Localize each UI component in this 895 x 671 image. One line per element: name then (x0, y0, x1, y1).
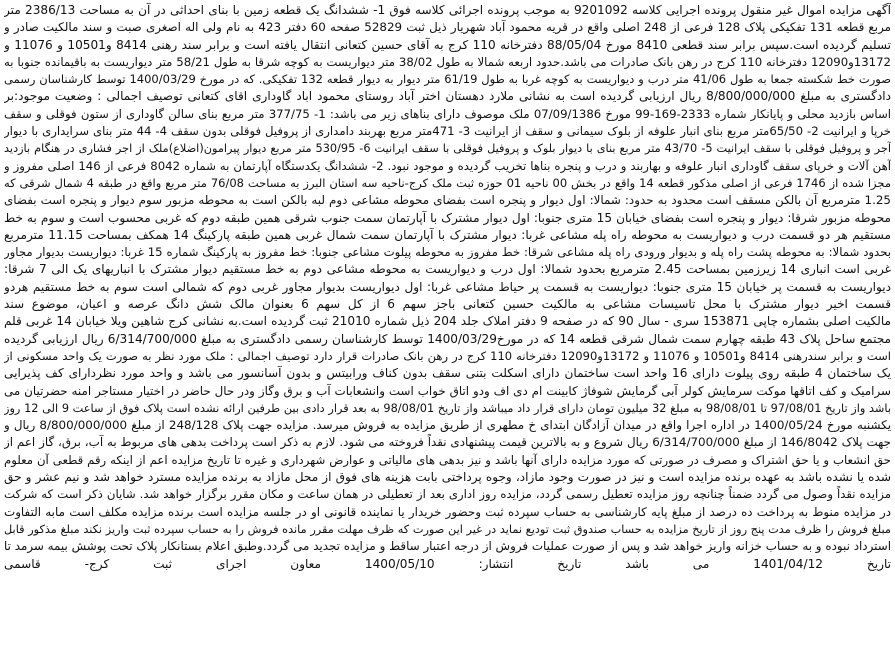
notice-line-24: باشد واز تاریخ 97/08/01 تا 98/08/01 به مبلغ 32 میلیون تومان دارای قرار داد میباشد واز تاریخ 98/08/01 به بعد قرار دادی بین طرفین ارائه نشده است پلاک فوق از ساعت 9 الی 12 روز (4, 401, 891, 415)
notice-line-17: دیواریست به قسمت پر خیابان 15 متری جنوبا: دیواریست به قسمت پر حیاط مشاعی غربا: اول دیواریست بدیوار مجاور غربی دوم که شمالی است سوم به خط مستقیم هردو (4, 279, 891, 294)
notice-line-16: غربی است انباری 14 زیرزمین بمساحت 2.45 مترمربع بحدود شمالا: اول درب و دیواریست به محوطه مشاعی دوم به خط مستقیم دیوار مشترک با انباریهای یک الی 7 شرقا: (4, 262, 891, 277)
notice-line-12: 1.25 مترمربع آن بالکن مسقف است محدود به حدود: شمالا: اول دیوار و پنجره است بفضای محوطه مشاعی دوم لبه بالکن است به محوطه مزبور سوم دیوار و پنجره است بفضای (4, 193, 891, 208)
notice-line-3: تسلیم گردیده است.سپس برابر سند قطعی 8410 مورخ 88/05/04 دفترخانه 110 کرج به آقای حسین کتعانی انتقال یافته است و برابر سند رهنی 8414 و10501 و 11076 و (4, 37, 891, 52)
notice-line-10: آهن آلات و خرپای سقف گاوداری انبار علوفه و بهاربند و درب و پنجره بناها تخریب گردیده و موجود نبود. 2- ششدانگ یکدستگاه آپارتمان به شماره 8042 فرعی از 146 اصلی مفروز و (4, 158, 891, 173)
notice-line-5: صورت خط شکسته جمعا به طول 41/06 متر درب و دیواریست به کوچه غربا به طول 61/19 متر دیوار به دیوار قطعه 132 تفکیکی. که در مورخ 1400/03/29 توسط کارشناسان رسمی (4, 72, 891, 87)
notice-line-7: اساس بازدید محلی و پایانکار شماره 2333-169-99 مورخ 07/09/1386 ملک موصوف دارای بناهای زیر می باشد: 1- 377/75 متر مربع بنای سالن گاوداری از ستون فوقلی و سقف (4, 106, 891, 121)
notice-line-31: مبلغ فروش را ظرف مدت پنج روز از تاریخ مزایده به حساب صندوق ثبت تودیع نماید در غیر این صورت که ظرف مهلت مقرر مانده فروش را به حساب سپرده ثبت واریز نکند مبلغ مذکور قابل (4, 522, 891, 536)
notice-line-34 (4, 573, 891, 590)
notice-line-2: مربع قطعه 131 تفکیکی پلاک 128 فرعی از 248 اصلی واقع در قریه محمود آباد شهریار ذیل ثبت 52829 صفحه 60 دفتر 423 به نام ولی اله اصغری صبت و سند مالکیت صادر و (4, 20, 891, 35)
notice-line-11: مجزا شده از 1746 فرعی از اصلی مذکور قطعه 14 واقع در بخش 00 ناحیه 01 حوزه ثبت ملک کرج-ناحیه سه استان البرز به مساحت 76/08 متر مربع واقع در طبقه 4 شمال شرقی که (4, 175, 891, 190)
notice-line-30: در مزایده منوط به پرداخت ده درصد از مبلغ پایه کارشناسی به حساب سپرده ثبت وحضور خریدار یا نماینده قانونی او در جلسه مزایده است برنده مزایده مکلف است مابه التفاوت (4, 504, 891, 519)
notice-line-33: تاریخ 1401/04/12 می باشد تاریخ انتشار: 1400/05/10 معاون اجرای ثبت کرج- قاسمی (4, 556, 891, 571)
notice-line-26: جهت پلاک 146/8042 از مبلغ 6/314/700/000 ریال شروع و به بالاترین قیمت پیشنهادی نقداً فروخته می شود. لازم به ذکر است پرداخت بدهی های مربوط به آب، برق، گاز اعم از (4, 435, 891, 450)
notice-line-27: حق انشعاب و یا حق اشتراک و مصرف در صورتی که مورد مزایده دارای آنها باشد و نیز بدهی های مالیاتی و عوارض شهرداری و غیره تا تاریخ مزایده اعم از اینکه رقم قطعی آن معلوم (4, 452, 891, 467)
notice-line-28: شده یا نشده باشد به عهده برنده مزایده است و نیز در صورت وجود مازاد، وجوه پرداختی بابت هزینه های فوق از محل مازاد به برنده مزایده مسترد خواهد شد و نیم عشر و حق (4, 470, 891, 485)
notice-line-21: است و برابر سندرهنی 8414 و10501 و 11076 و 13172و12090 دفترخانه 110 کرج در رهن بانک صادرات قرار دارد توصیف اجمالی : ملک مورد نظر به صورت یک واحد مسکونی از (4, 348, 891, 363)
notice-line-25: یکشنبه مورخ 1400/05/24 در اداره اجرا واقع در میدان آزادگان ابتدای خ مطهری از طریق مزایده به فروش میرسد. مزایده جهت پلاک 248/128 از مبلغ 8/800/000/000 ریال و (4, 418, 891, 433)
notice-line-9: آجر و پروفیل فوقلی با سقف ایرانیت 5- 43/70 متر مربع بنای با دیوار بلوک و پروفیل فوقلی با سقف ایرانیت 6- 530/95 متر مربع دیوار پیرامون(اضلاع)ملک از اجر فشاری در هنگام بازدید (4, 142, 891, 156)
notice-line-32: استرداد نبوده و به حساب خزانه واریز خواهد شد و پس از صورت عملیات فروش از درجه اعتبار ساقط و مزایده تجدید می گردد.وطبق اعلام بستانکار پلاک تحت پوشش بیمه سرمد تا (4, 539, 891, 554)
notice-line-6: دادگستری به مبلغ 8/800/000/000 ریال ارزیابی گردیده است به نشانی ملارد دهستان اختر آباد روستای محمود اباد گاوداری اقای کتعانی توصیف اجمالی : وضعیت موجود:بر (4, 89, 891, 104)
notice-line-14: مستقیم هر دو قسمت درب و دیواریست به محوطه راه پله مشاعی غربا: دیوار مشترک با آپارتمان سمت شمال غربی همین طبقه پارکینگ 14 همکف بمساحت 11.15 مترمربع (4, 227, 891, 242)
notice-line-23: سرامیک و کف اتاقها موکت سرمایش کولر آبی گرمایش شوفاژ کابینت ام دی اف ودو اتاق خواب است وانشعابات آب و برق وگاز ودر حال حاضر در اختیار مستاجر امنه حضرتیان می (4, 383, 891, 398)
notice-line-4: 13172و12090 دفترخانه 110 کرج در رهن بانک صادرات می باشد.حدود اربعه شمالا به طول 38/02 متر دیواریست به کوچه شرقا به طول 58/21 متر دیواریست به باقیمانده جنوبا به (4, 54, 891, 69)
notice-line-22: یک ساختمان 4 طبقه روی پیلوت دارای 16 واحد است ساختمان دارای اسکلت بتنی سقف بدون کناف ورابیتس و بدون آسانسور می باشد و واحد مورد نظردارای کف پذیرایی (4, 366, 891, 381)
notice-line-13: محوطه مزبور شرقا: دیوار و پنجره است بفضای خیابان 15 متری جنوبا: اول دیوار مشترک با آپارتمان سمت جنوب شرقی همین طبقه دوم که غربی محسوب است و سوم به خط (4, 210, 891, 225)
notice-line-19: مالکیت اصلی بشماره چاپی 153871 سری - سال 90 که در صفحه 9 دفتر املاک جلد 204 ذیل شماره 21010 ثبت گردیده است.به نشانی کرج شاهین ویلا خیابان 14 غربی قلم (4, 314, 891, 329)
notice-line-29: مزایده نقداً وصول می گردد ضمناً چنانچه روز مزایده تعطیل رسمی گردد، مزایده روز اداری بعد از تعطیلی در همان ساعت و مکان مقرر برگزار خواهد شد. شایان ذکر است که شرکت (4, 487, 891, 502)
notice-line-8: خرپا و ایرانیت 2- 65/50متر مربع بنای انبار علوفه از بلوک سیمانی و سقف از ایرانیت 3- 471متر مربع بهربند دامداری از پروفیل فوقلی بدون سقف 4- 44 متر بنای سرایداری با دیوار (4, 124, 891, 139)
notice-line-15: بحدود شمالا: به محوطه پشت راه پله و بدیوار ورودی راه پله مشاعی شرقا: خط مفروز به محوطه پیلوت مشاعی جنوبا: خط مفروز به پارکینگ شماره 15 غربا: دیواریست بدیوار مجاور (4, 245, 891, 260)
notice-line-18: قسمت اخیر دیوار مشترک با محل تاسیسات مشاعی به مالکیت حسین کتعانی باجز سهم 6 از کل سهم 6 بعنوان مالک شش دانگ عرصه و اعیان، موضوع سند (4, 297, 891, 312)
notice-line-20: مجتمع ساحل پلاک 43 طبقه چهارم سمت شمال شرقی قطعه 14 که در مورخ1400/03/29 توسط کارشناسان رسمی دادگستری به مبلغ 6/314/700/000 ریال ارزیابی گردیده (4, 331, 891, 346)
notice-line-1: آگهی مزایده اموال غیر منقول پرونده اجرایی کلاسه 9201092 به موجب پرونده اجرائی کلاسه فوق 1- ششدانگ یک قطعه زمین با بنای احداثی در آن به مساحت 2386/13 متر (4, 3, 891, 17)
